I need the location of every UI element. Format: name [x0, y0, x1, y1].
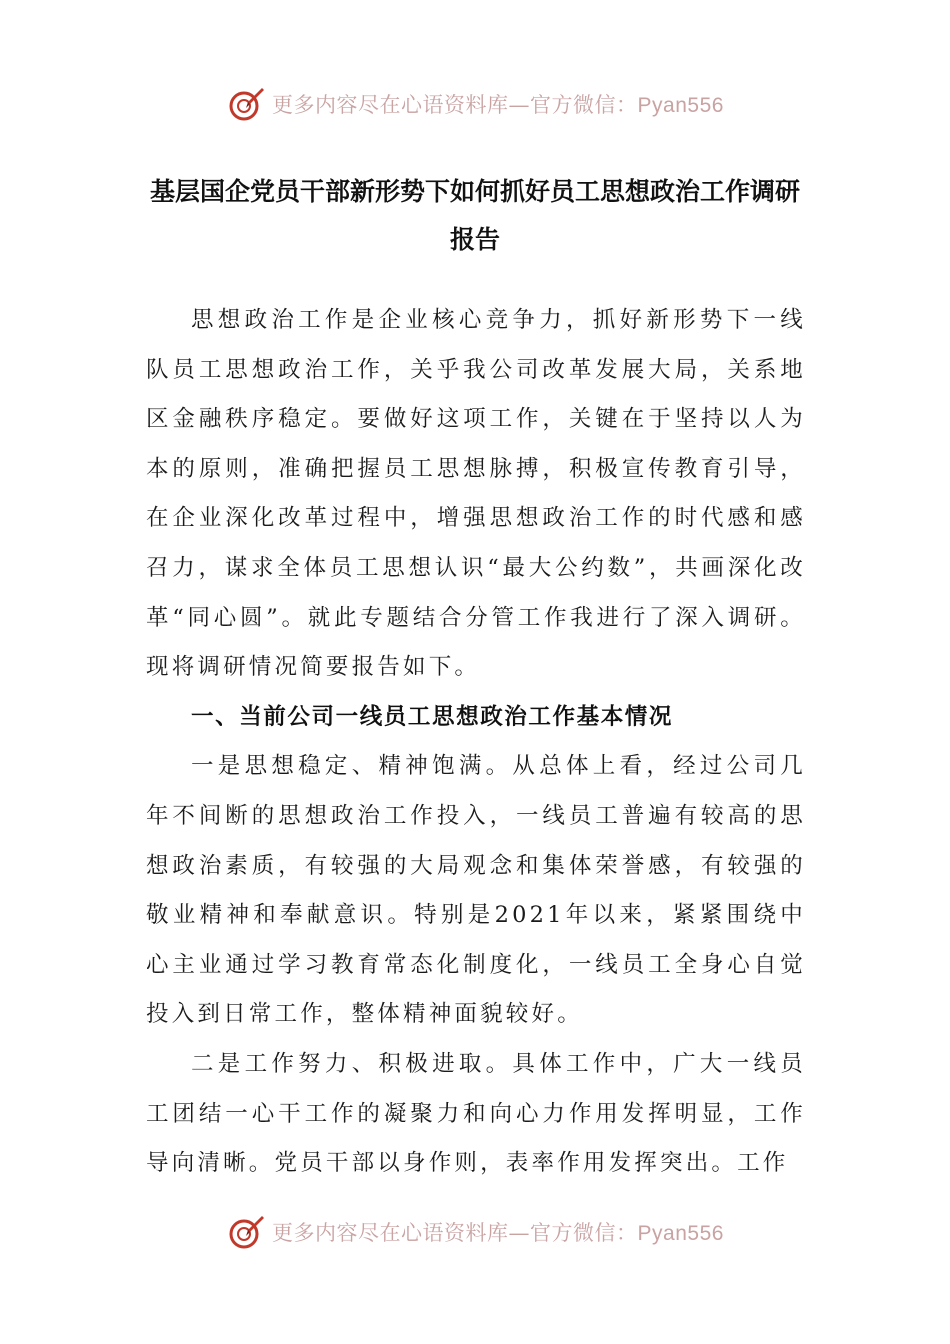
section-paragraph: 二是工作努力、积极进取。具体工作中，广大一线员工团结一心干工作的凝聚力和向心力作用发挥明显，工作导向清晰。党员干部以身作则，表率作用发挥突出。工作: [146, 1050, 806, 1177]
document-title: 基层国企党员干部新形势下如何抓好员工思想政治工作调研报告: [149, 177, 800, 254]
pen-logo-icon: [226, 1212, 266, 1252]
section-paragraph: 一是思想稳定、精神饱满。从总体上看，经过公司几年不间断的思想政治工作投入，一线员工普遍有较高的思想政治素质，有较强的大局观念和集体荣誉感，有较强的敬业精神和奉献意识。特别是2021年以来，紧紧围绕中心主业通过学习教育常态化制度化，一线员工全身心自觉投入到日常工作，整体精神面貌较好。: [146, 753, 806, 1028]
pen-logo-icon: [226, 84, 266, 124]
header-wechat-id: Pyan556: [637, 94, 724, 117]
section-heading: 一、当前公司一线员工思想政治工作基本情况: [191, 703, 674, 730]
footer-wechat-id: Pyan556: [637, 1222, 724, 1245]
document-body: [146, 296, 806, 1189]
footer-banner: [0, 1210, 950, 1254]
header-banner-text: 更多内容尽在心语资料库—官方微信：Pyan556: [272, 93, 724, 117]
header-banner: [0, 82, 950, 126]
intro-paragraph: 思想政治工作是企业核心竞争力，抓好新形势下一线队员工思想政治工作，关乎我公司改革发展大局，关系地区金融秩序稳定。要做好这项工作，关键在于坚持以人为本的原则，准确把握员工思想脉搏，积极宣传教育引导，在企业深化改革过程中，增强思想政治工作的时代感和感召力，谋求全体员工思想认识“最大公约数”，共画深化改革“同心圆”。就此专题结合分管工作我进行了深入调研。现将调研情况简要报告如下。: [146, 307, 806, 681]
footer-banner-text: 更多内容尽在心语资料库—官方微信：Pyan556: [272, 1221, 724, 1245]
